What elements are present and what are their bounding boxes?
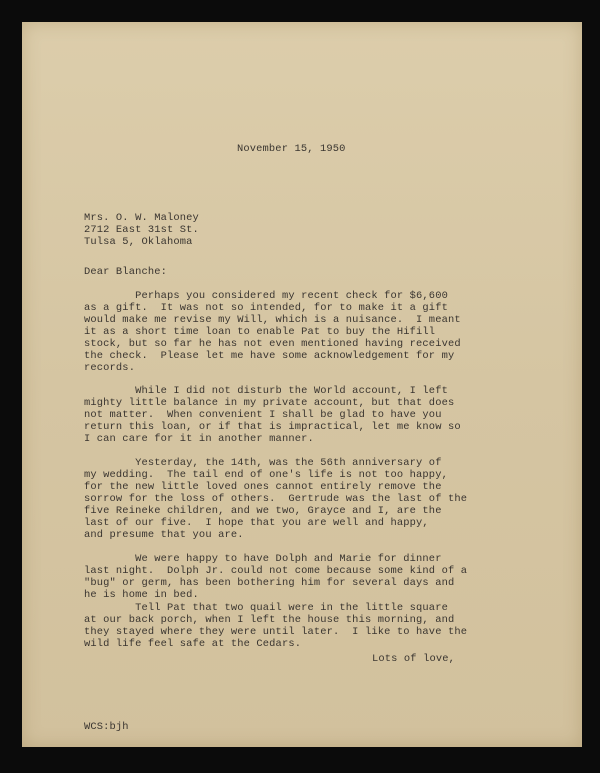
paragraph-4-line: he is home in bed.: [84, 589, 199, 601]
paragraph-3-line: Yesterday, the 14th, was the 56th anniversary of: [84, 457, 442, 469]
salutation: Dear Blanche:: [84, 266, 168, 278]
paragraph-1-line: Perhaps you considered my recent check for $6,600: [84, 290, 448, 302]
address-line-city: Tulsa 5, Oklahoma: [84, 236, 193, 248]
paragraph-3-line: last of our five. I hope that you are well and happy,: [84, 517, 429, 529]
typist-initials: WCS:bjh: [84, 721, 129, 733]
paragraph-2-line: While I did not disturb the World account, I left: [84, 385, 448, 397]
paragraph-2-line: I can care for it in another manner.: [84, 433, 314, 445]
paragraph-2-line: not matter. When convenient I shall be glad to have you: [84, 409, 442, 421]
paragraph-3-line: five Reineke children, and we two, Grayce and I, are the: [84, 505, 442, 517]
paragraph-2-line: return this loan, or if that is impractical, let me know so: [84, 421, 461, 433]
paragraph-5-line: Tell Pat that two quail were in the little square: [84, 602, 448, 614]
paragraph-3-line: for the new little loved ones cannot entirely remove the: [84, 481, 442, 493]
paragraph-2-line: mighty little balance in my private account, but that does: [84, 397, 455, 409]
paragraph-1-line: as a gift. It was not so intended, for to make it a gift: [84, 302, 448, 314]
letter-date: November 15, 1950: [237, 143, 346, 155]
paragraph-1-line: the check. Please let me have some acknowledgement for my: [84, 350, 455, 362]
paragraph-1-line: stock, but so far he has not even mentioned having received: [84, 338, 461, 350]
paragraph-5-line: they stayed where they were until later. I like to have the: [84, 626, 468, 638]
paragraph-4-line: "bug" or germ, has been bothering him for several days and: [84, 577, 455, 589]
letter-page: [22, 22, 582, 747]
paragraph-5-line: at our back porch, when I left the house this morning, and: [84, 614, 455, 626]
closing: Lots of love,: [372, 653, 456, 665]
paragraph-4-line: last night. Dolph Jr. could not come because some kind of a: [84, 565, 468, 577]
paragraph-1-line: records.: [84, 362, 136, 374]
paragraph-3-line: my wedding. The tail end of one's life is not too happy,: [84, 469, 448, 481]
address-line-name: Mrs. O. W. Maloney: [84, 212, 199, 224]
paragraph-3-line: and presume that you are.: [84, 529, 244, 541]
paragraph-4-line: We were happy to have Dolph and Marie for dinner: [84, 553, 442, 565]
paragraph-1-line: it as a short time loan to enable Pat to buy the Hifill: [84, 326, 436, 338]
paragraph-5-line: wild life feel safe at the Cedars.: [84, 638, 302, 650]
paragraph-3-line: sorrow for the loss of others. Gertrude was the last of the: [84, 493, 468, 505]
paragraph-1-line: would make me revise my Will, which is a nuisance. I meant: [84, 314, 461, 326]
address-line-street: 2712 East 31st St.: [84, 224, 199, 236]
